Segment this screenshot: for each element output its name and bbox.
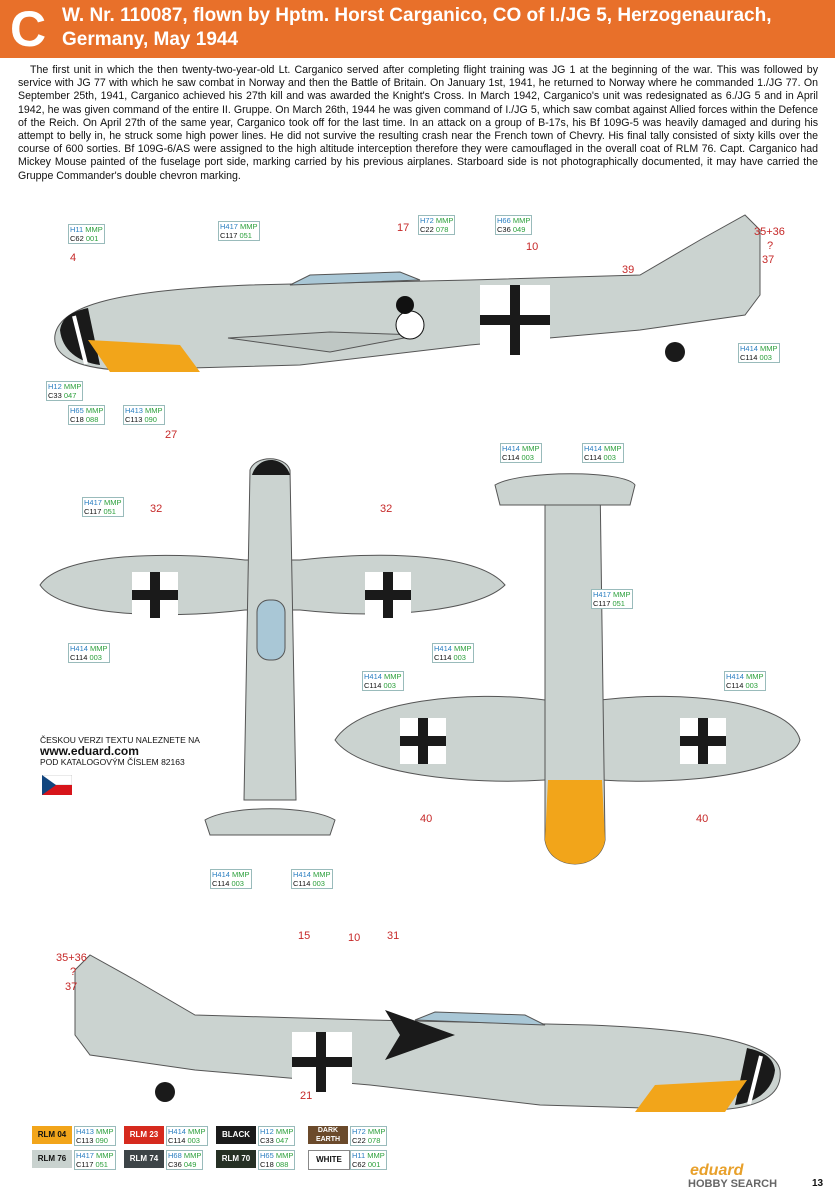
legend-rlm76-ref: H417 MMP C117 051 — [76, 1151, 114, 1169]
paint-ref-h414-bottom-tail-l: H414 MMP C114 003 — [502, 444, 540, 462]
paint-ref-h417-bottom: H417 MMP C117 051 — [593, 590, 631, 608]
callout-question: ? — [767, 240, 774, 252]
czech-flag-icon — [42, 775, 72, 795]
callout-32-left: 32 — [150, 503, 163, 515]
paint-ref-h414-top-r: H414 MMP C114 003 — [434, 644, 472, 662]
paint-ref-h414-stab-r: H414 MMP C114 003 — [293, 870, 331, 888]
legend-dark-earth-swatch: DARK EARTH — [308, 1126, 348, 1144]
callout-39: 39 — [622, 264, 635, 276]
legend-rlm23-ref: H414 MMP C114 003 — [168, 1127, 206, 1145]
legend-white-swatch: WHITE — [308, 1150, 350, 1170]
legend-black-swatch: BLACK — [216, 1126, 256, 1144]
watermark: HOBBY SEARCH — [688, 1178, 778, 1190]
legend-rlm76-swatch: RLM 76 — [32, 1150, 72, 1168]
callout-35-36: 35+36 — [754, 226, 785, 238]
paint-ref-h11: H11 MMP C62 001 — [70, 225, 103, 243]
bottom-view — [335, 474, 800, 864]
paint-ref-h413: H413 MMP C113 090 — [125, 406, 163, 424]
legend-rlm23-swatch: RLM 23 — [124, 1126, 164, 1144]
profile-letter: C — [10, 1, 47, 57]
color-legend — [32, 1126, 402, 1170]
callout-4: 4 — [70, 252, 77, 264]
callout-40-left: 40 — [420, 813, 433, 825]
starboard-profile — [75, 955, 780, 1112]
callout-31: 31 — [387, 930, 400, 942]
legend-rlm74-swatch: RLM 74 — [124, 1150, 164, 1168]
legend-rlm70-ref: H65 MMP C18 088 — [260, 1151, 294, 1169]
czech-note-line3: POD KATALOGOVÝM ČÍSLEM 82163 — [40, 757, 185, 767]
callout-32-right: 32 — [380, 503, 393, 515]
callout-40-right: 40 — [696, 813, 709, 825]
paint-ref-h65: H65 MMP C18 088 — [70, 406, 104, 424]
paint-ref-h414-top-l: H414 MMP C114 003 — [70, 644, 108, 662]
paint-ref-h66: H66 MMP C36 049 — [497, 216, 531, 234]
czech-note-site[interactable]: www.eduard.com — [40, 744, 139, 758]
callout-15: 15 — [298, 930, 311, 942]
page-title: W. Nr. 110087, flown by Hptm. Horst Carganico, CO of I./JG 5, Herzogenaurach, Germany, May 1944 — [62, 5, 772, 50]
czech-note-line1: ČESKOU VERZI TEXTU NALEZNETE NA — [40, 735, 200, 745]
callout-35-36-starboard: 35+36 — [56, 952, 87, 964]
legend-rlm04-ref: H413 MMP C113 090 — [76, 1127, 114, 1145]
paint-ref-h417-top: H417 MMP C117 051 — [84, 498, 122, 516]
paint-ref-h414-bottom-r: H414 MMP C114 003 — [726, 672, 764, 690]
callout-10-starboard: 10 — [348, 932, 361, 944]
paint-ref-h417: H417 MMP C117 051 — [220, 222, 258, 240]
callout-21: 21 — [300, 1090, 313, 1102]
callout-27: 27 — [165, 429, 178, 441]
callout-question-starboard: ? — [70, 966, 77, 978]
callout-37-starboard: 37 — [65, 981, 78, 993]
callout-17: 17 — [397, 222, 410, 234]
czech-note — [40, 735, 240, 768]
port-profile — [55, 215, 760, 372]
paint-ref-h414-bottom-tail-r: H414 MMP C114 003 — [584, 444, 622, 462]
legend-dark-earth-ref: H72 MMP C22 078 — [352, 1127, 386, 1145]
legend-black-ref: H12 MMP C33 047 — [260, 1127, 294, 1145]
intro-text: The first unit in which the then twenty-two-year-old Lt. Carganico served after completing flight training was JG 1 at the beginning of the war. This was followed by service with JG 77 with which he saw combat in Norway and then the Battle of Britain. On January 1st, 1941, he returned to Norway where he commanded 1./JG 77. On September 25th, 1941, Carganico achieved his 27th kill and was awarded the Knight's Cross. In March 1942, Carganico's unit was redesignated as 6./JG 5 and in April 1942, he was given command of the entire II. Gruppe. On March 26th, 1944 he was given command of I./JG 5, which saw combat against Allied forces within the Defence of the Reich. On April 27th of the same year, Carganico took off for the last time. In an attack on a group of B-17s, his Bf 109G-5 was heavily damaged and during his attempt to belly in, he struck some high power lines. He did not survive the resulting crash near the French town of Chevry. His final tally consisted of sixty kills over the course of 600 sorties. Bf 109G-6/AS were assigned to the high altitude interception therefore they were camouflaged in the overall coat of RLM 76. Capt. Carganico had Mickey Mouse painted of the fuselage port side, marking carried by his previous airplanes. Starboard side is not photographically documented, it may have carried the Gruppe Commander's double chevron marking. — [18, 64, 818, 182]
legend-rlm70-swatch: RLM 70 — [216, 1150, 256, 1168]
page-number: 13 — [812, 1178, 824, 1189]
paint-ref-h12: H12 MMP C33 047 — [48, 382, 82, 400]
legend-rlm74-ref: H68 MMP C36 049 — [168, 1151, 202, 1169]
paint-ref-h414-bottom-l: H414 MMP C114 003 — [364, 672, 402, 690]
eduard-logo: eduard — [690, 1162, 744, 1179]
paint-ref-h72: H72 MMP C22 078 — [420, 216, 454, 234]
callout-10: 10 — [526, 241, 539, 253]
paint-ref-h414-stab-l: H414 MMP C114 003 — [212, 870, 250, 888]
callout-37: 37 — [762, 254, 775, 266]
legend-rlm04-swatch: RLM 04 — [32, 1126, 72, 1144]
legend-white-ref: H11 MMP C62 001 — [352, 1151, 385, 1169]
paint-ref-h414-tail: H414 MMP C114 003 — [740, 344, 778, 362]
